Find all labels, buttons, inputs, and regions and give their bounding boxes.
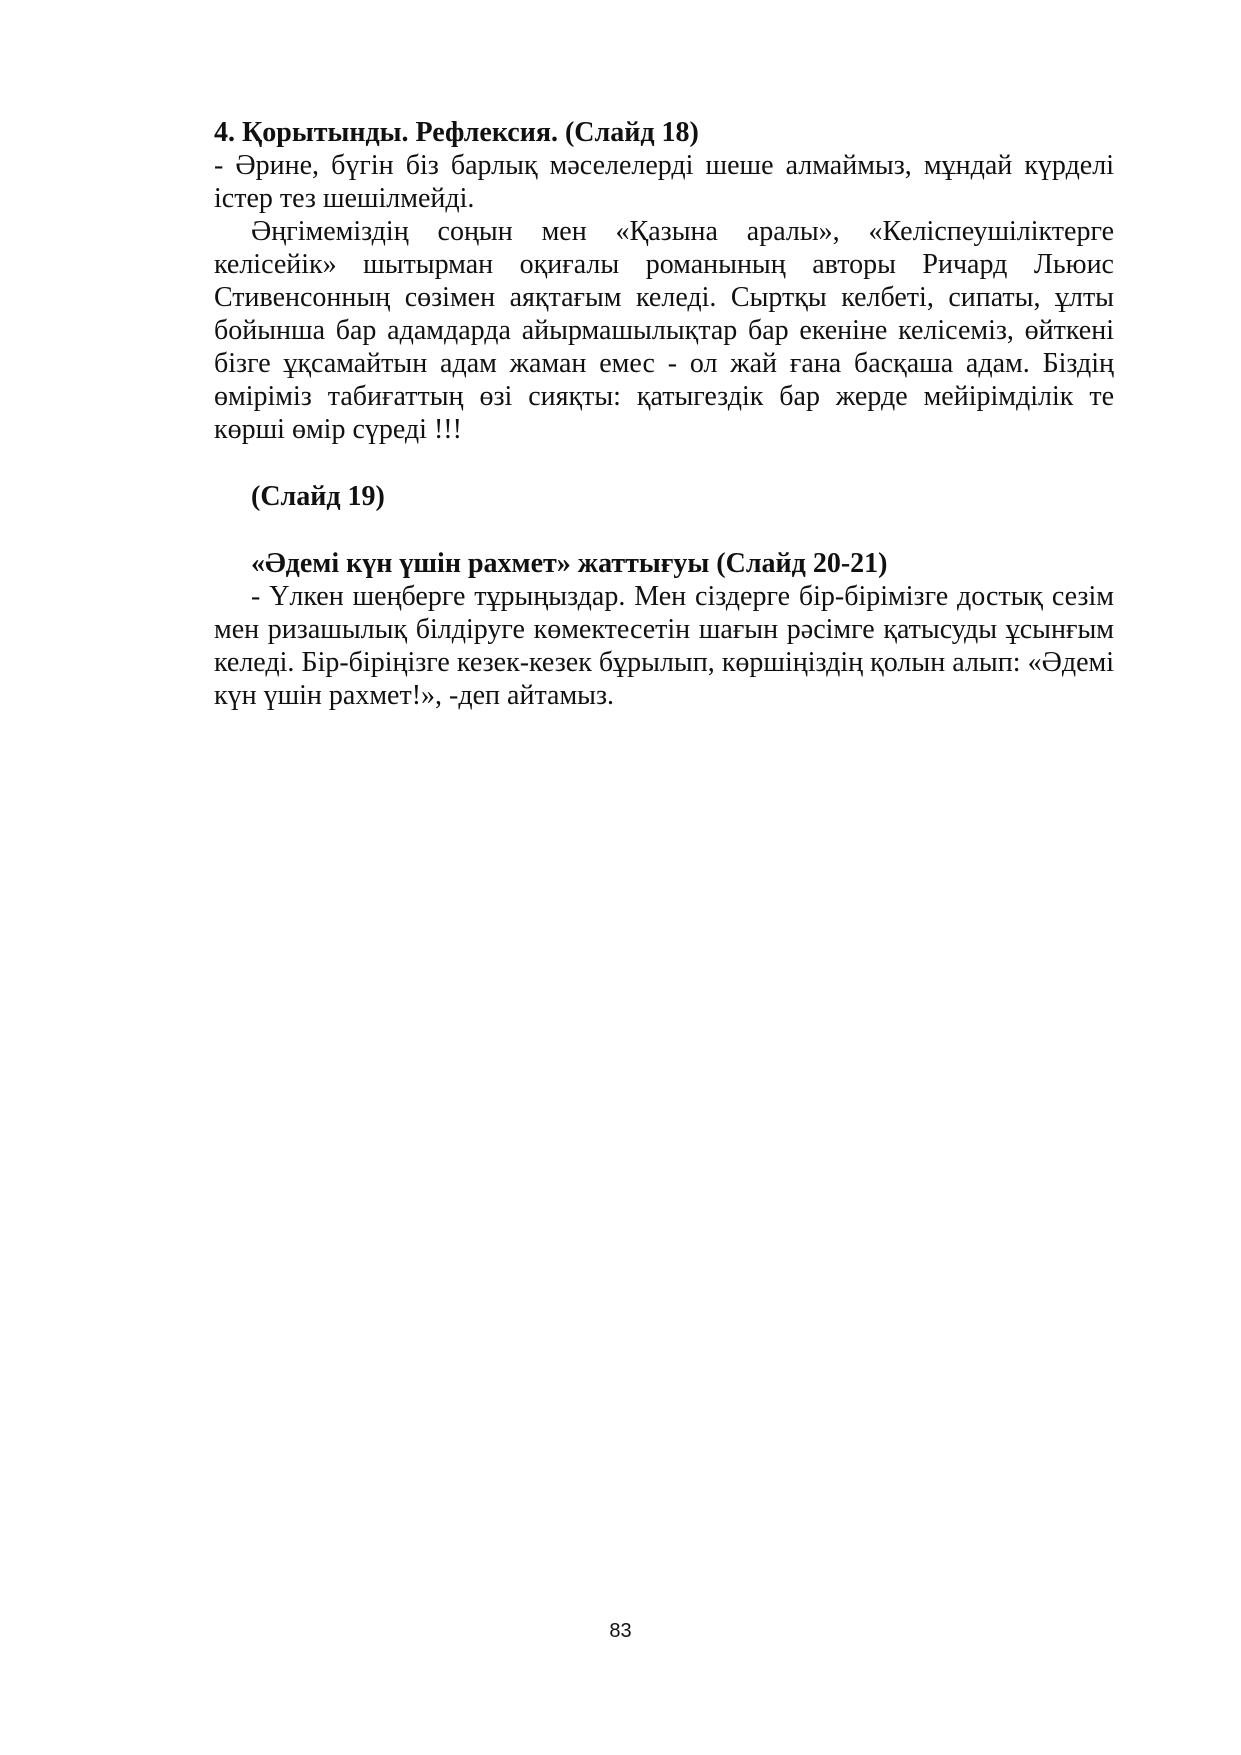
reflection-paragraph: Әңгімеміздің соңын мен «Қазына аралы», «Келіспеушіліктерге келісейік» шытырман оқиғалы романының авторы Ричард Льюис Стивенсонның сөзімен аяқтағым келеді. Сыртқы келбеті, сипаты, ұлты бойынша бар адамдарда айырмашылықтар бар екеніне келісеміз, өйткені бізге ұқсамайтын адам жаман емес - ол жай ғана басқаша адам. Біздің өміріміз табиғаттың өзі сияқты: қатыгездік бар жерде мейірімділік те көрші өмір сүреді !!! <box>214 216 1114 445</box>
exercise-paragraph: - Үлкен шеңберге тұрыңыздар. Мен сіздерге бір-бірімізге достық сезім мен ризашылық білдіруге көмектесетін шағын рәсімге қатысуды ұсынғым келеді. Бір-біріңізге кезек-кезек бұрылып, көршіңіздің қолын алып: «Әдемі күн үшін рахмет!», -деп айтамыз. <box>214 581 1114 711</box>
section-heading: 4. Қорытынды. Рефлексия. (Слайд 18) <box>214 117 699 148</box>
paragraph-spacer <box>214 446 1114 480</box>
exercise-heading: «Әдемі күн үшін рахмет» жаттығуы (Слайд 20-21) <box>251 548 888 579</box>
page-body <box>214 116 1114 712</box>
intro-paragraph: - Әрине, бүгін біз барлық мәселелерді шеше алмаймыз, мұндай күрделі істер тез шешілмейді. <box>214 150 1114 214</box>
paragraph-spacer <box>214 513 1114 547</box>
page-number: 83 <box>609 1620 632 1642</box>
slide-19-heading: (Слайд 19) <box>251 481 385 512</box>
